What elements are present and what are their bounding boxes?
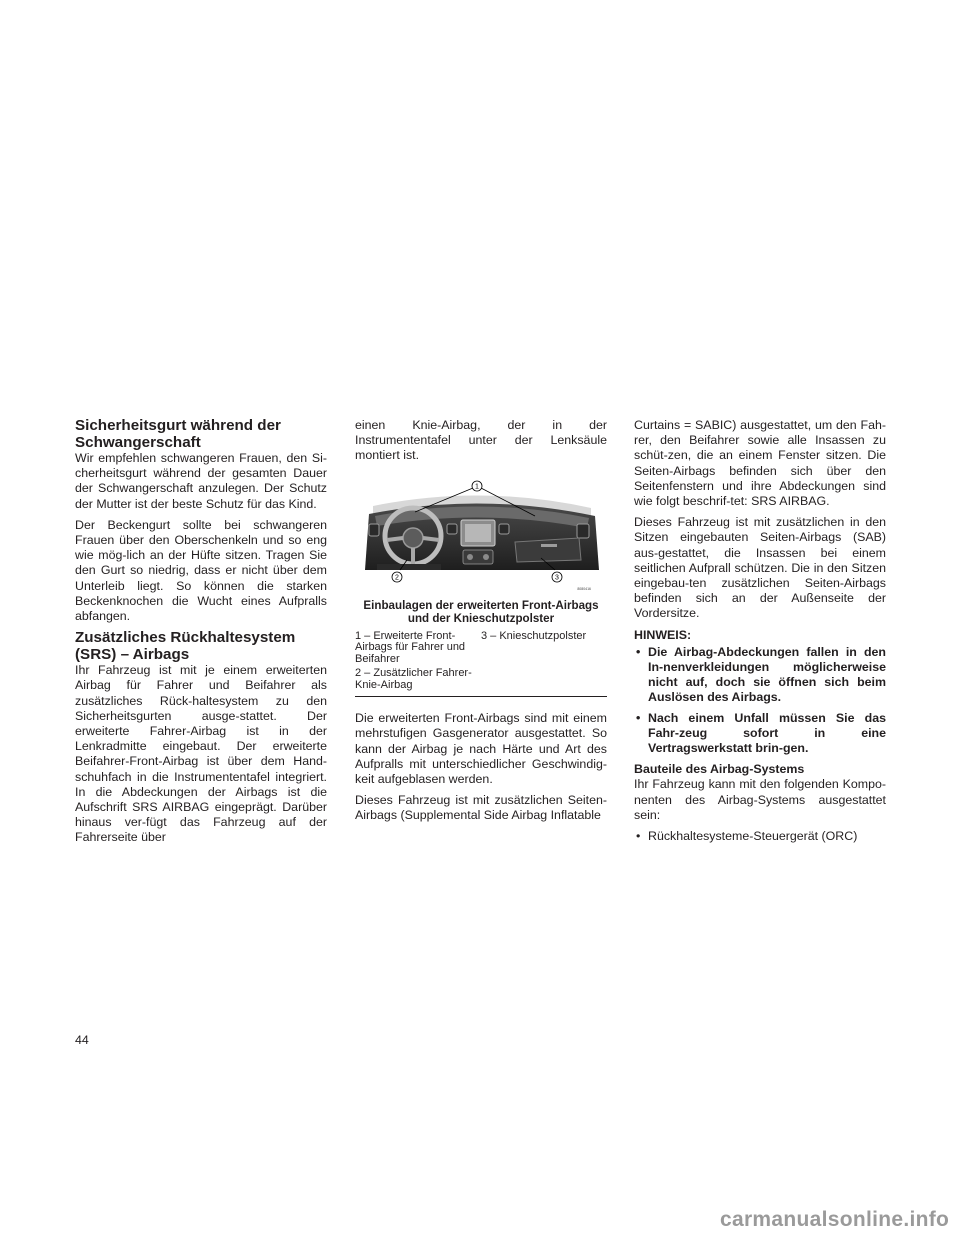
- list-item: • Nach einem Unfall müssen Sie das Fahr-zeug sofort in eine Vertragswerkstatt brin-gen.: [634, 711, 886, 757]
- list-item: • Die Airbag-Abdeckungen fallen in den In-nenverkleidungen möglicherweise nicht auf, doch sie öffnen sich beim Auslösen des Airbags.: [634, 645, 886, 706]
- column-middle: [355, 418, 607, 824]
- legend-column-right: [481, 631, 607, 695]
- legend-column-left: [355, 631, 481, 695]
- paragraph: Wir empfehlen schwangeren Frauen, den Si-cherheitsgurt während der gesamten Dauer der Schwangerschaft anzulegen. Der Schutz der Mutter ist der beste Schutz für das Kind.: [75, 451, 327, 511]
- paragraph: Die erweiterten Front-Airbags sind mit einem mehrstufigen Gasgenerator ausgestattet. So kann der Airbag je nach Härte und Art des Aufpralls mit unterschiedlicher Geschwindig-keit aufgeblasen werden.: [355, 711, 607, 786]
- list-item: • Rückhaltesysteme-Steuergerät (ORC): [634, 829, 886, 844]
- paragraph: Dieses Fahrzeug ist mit zusätzlichen Seiten-Airbags (Supplemental Side Airbag Inflatable: [355, 793, 607, 823]
- section-heading-srs-airbags: Zusätzliches Rückhaltesystem (SRS) – Airbags: [75, 629, 296, 663]
- watermark: carmanualsonline.info: [720, 1208, 950, 1231]
- note-label: HINWEIS:: [634, 627, 692, 642]
- subheading-airbag-components: Bauteile des Airbag-Systems: [634, 762, 805, 777]
- section-heading-pregnancy: Sicherheitsgurt während der Schwangerschaft: [75, 417, 281, 451]
- dashboard-illustration: [355, 478, 607, 593]
- paragraph: Ihr Fahrzeug ist mit je einem erweiterten Airbag für Fahrer und Beifahrer als zusätzliches Rück-haltesystem zu den Sicherheitsgurten ausge-stattet. Der erweiterte Fahrer-Airbag ist in der Lenkradmitte eingebaut. Der erweiterte Beifahrer-Front-Airbag ist über dem Hand-schuhfach in die Instrumententafel integriert. In die Abdeckungen der Airbags ist die Aufschrift SRS AIRBAG eingeprägt. Darüber hinaus ver-fügt das Fahrzeug auf der Fahrerseite über: [75, 663, 327, 845]
- paragraph: Dieses Fahrzeug ist mit zusätzlichen in den Sitzen eingebauten Seiten-Airbags (SAB) aus-gestattet, die Insassen bei einem seitlichen Aufprall schützen. Die in den Sitzen eingebau-ten zusätzlichen Seiten-Airbags befinden sich an der Außenseite der Vordersitze.: [634, 515, 886, 621]
- column-left: [75, 418, 327, 846]
- figure-code: 8080416: [577, 586, 591, 591]
- callout-3-label: 3: [555, 574, 559, 582]
- page-number: 44: [75, 1033, 89, 1047]
- callout-1-label: 1: [475, 483, 479, 491]
- paragraph: Ihr Fahrzeug kann mit den folgenden Kompo-nenten des Airbag-Systems ausgestattet sein:: [634, 777, 886, 822]
- legend-item: 3 – Knieschutzpolster: [481, 629, 587, 642]
- paragraph: Der Beckengurt sollte bei schwangeren Frauen über den Oberschenkeln und so eng wie mög-lich an der Hüfte sitzen. Tragen Sie den Gurt so niedrig, dass er nicht über dem Unterleib liegt. So können die starken Beckenknochen die Wucht eines Aufpralls abfangen.: [75, 517, 327, 624]
- callout-2-label: 2: [395, 574, 399, 582]
- component-bullet-list: [634, 829, 886, 844]
- note-bullet-list: [634, 645, 886, 756]
- column-right: [634, 418, 886, 850]
- legend-item: 2 – Zusätzlicher Fahrer-Knie-Airbag: [355, 667, 472, 691]
- legend-item: 1 – Erweiterte Front-Airbags für Fahrer und Beifahrer: [355, 629, 466, 665]
- paragraph: Curtains = SABIC) ausgestattet, um den Fah-rer, den Beifahrer sowie alle Insassen zu schüt-zen, die an einem Fenster sitzen. Die Seiten-Airbags befinden sich über den Seitenfenstern und ihre Abdeckungen sind wie folgt beschrif-tet: SRS AIRBAG.: [634, 418, 886, 509]
- figure-legend: [355, 631, 607, 698]
- figure-caption: Einbaulagen der erweiterten Front-Airbags und der Knieschutzpolster: [363, 598, 599, 625]
- dashboard-airbag-figure: [355, 478, 607, 593]
- paragraph: einen Knie-Airbag, der in der Instrumententafel unter der Lenksäule montiert ist.: [355, 418, 607, 463]
